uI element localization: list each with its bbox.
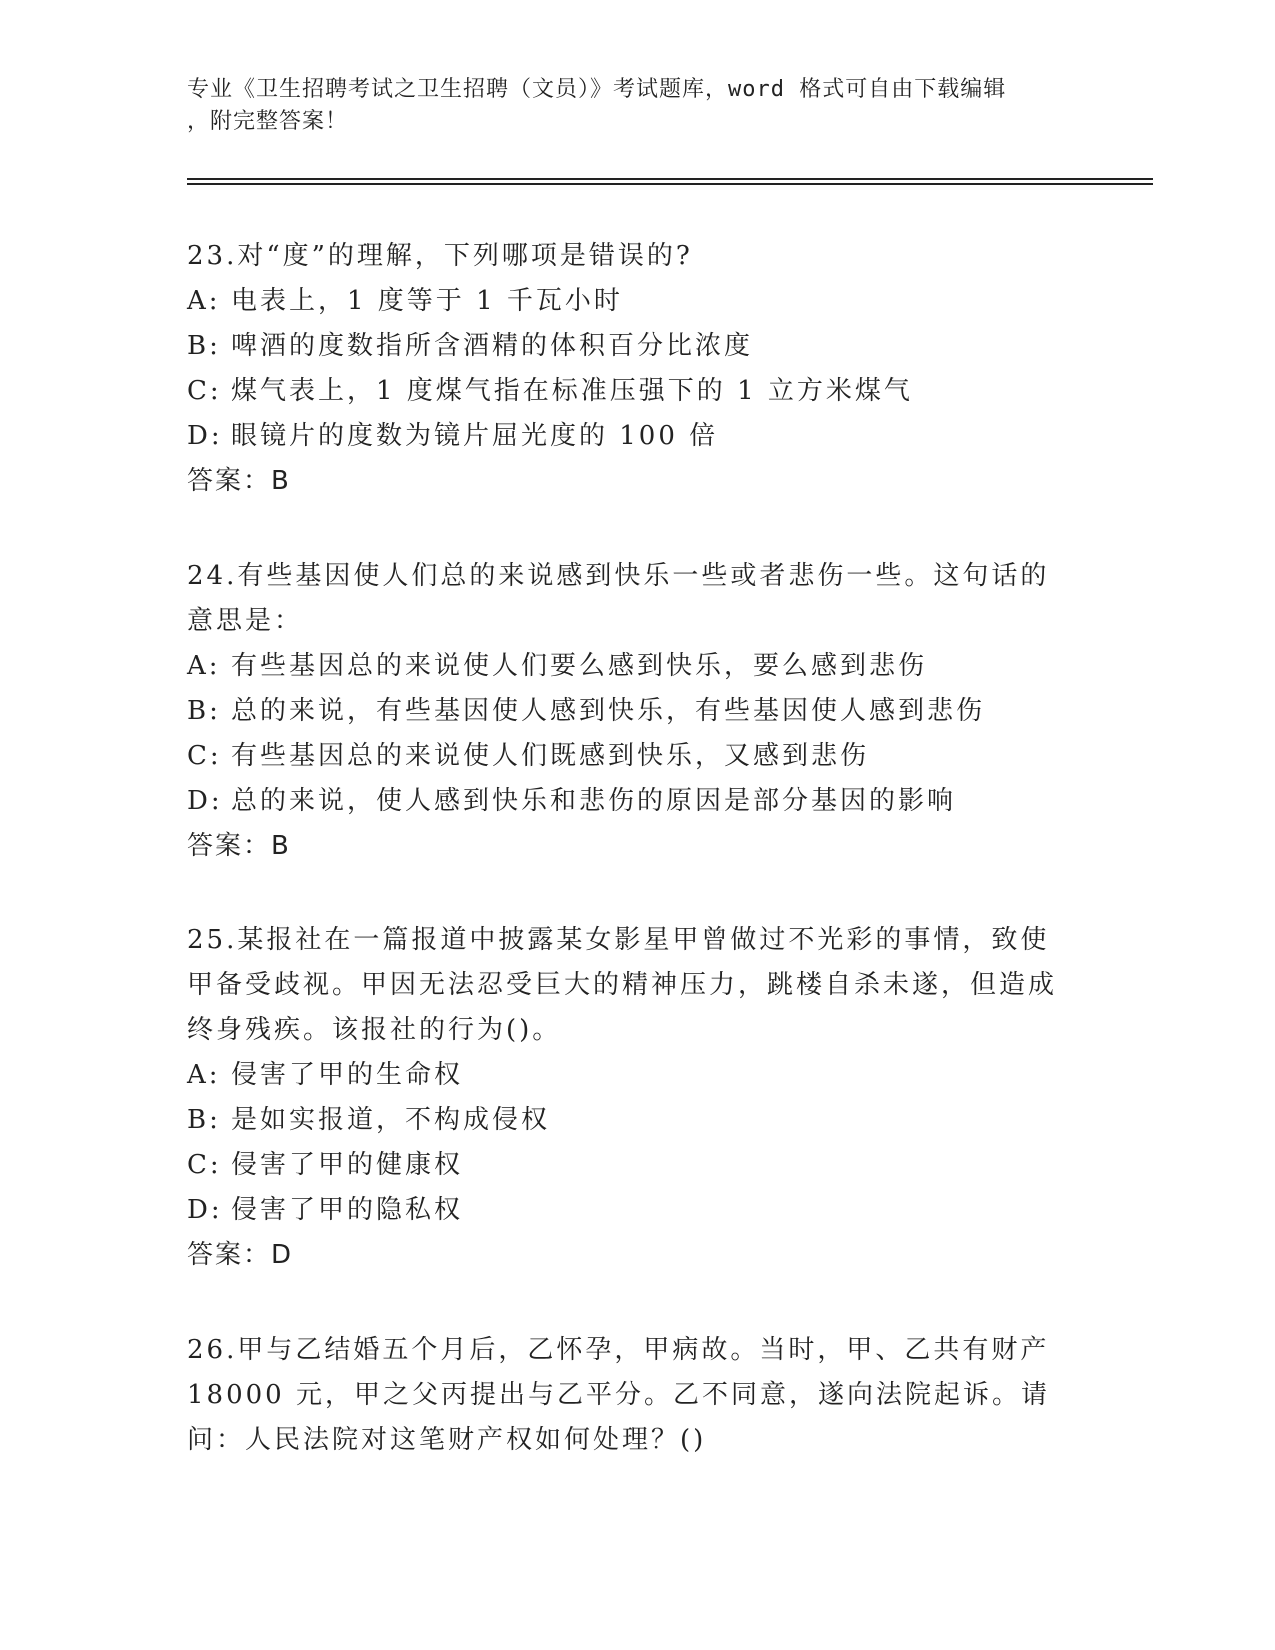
option-c [187, 734, 1067, 779]
option-text: 眼镜片的度数为镜片屈光度的 100 倍 [231, 421, 719, 451]
option-a [187, 644, 1067, 689]
option-b [187, 324, 1067, 369]
option-d [187, 779, 1067, 824]
option-text: 总的来说，有些基因使人感到快乐，有些基因使人感到悲伤 [231, 696, 986, 726]
option-b [187, 689, 1067, 734]
option-text: 啤酒的度数指所含酒精的体积百分比浓度 [231, 331, 754, 361]
answer-line: 答案：B [187, 466, 291, 496]
question-26 [187, 1328, 1067, 1463]
option-b [187, 1098, 1067, 1143]
header-line-2: ，附完整答案！ [187, 109, 349, 134]
option-letter: D: [187, 1195, 223, 1225]
answer-line: 答案：B [187, 831, 291, 861]
header-divider-top [187, 178, 1153, 180]
option-letter: D: [187, 421, 223, 451]
question-25 [187, 918, 1067, 1278]
option-text: 电表上，1 度等于 1 千瓦小时 [231, 286, 623, 316]
option-letter: B: [187, 331, 221, 361]
question-stem: 24.有些基因使人们总的来说感到快乐一些或者悲伤一些。这句话的意思是： [187, 561, 1050, 636]
option-text: 煤气表上，1 度煤气指在标准压强下的 1 立方米煤气 [231, 376, 913, 406]
option-letter: B: [187, 696, 221, 726]
option-letter: A: [187, 651, 221, 681]
option-text: 有些基因总的来说使人们要么感到快乐，要么感到悲伤 [231, 651, 928, 681]
option-text: 总的来说，使人感到快乐和悲伤的原因是部分基因的影响 [231, 786, 957, 816]
option-letter: C: [187, 376, 222, 406]
option-c [187, 1143, 1067, 1188]
option-c [187, 369, 1067, 414]
question-stem: 25.某报社在一篇报道中披露某女影星甲曾做过不光彩的事情，致使甲备受歧视。甲因无法忍受巨大的精神压力，跳楼自杀未遂，但造成终身残疾。该报社的行为()。 [187, 925, 1058, 1045]
option-letter: C: [187, 1150, 222, 1180]
option-letter: A: [187, 1060, 221, 1090]
option-text: 有些基因总的来说使人们既感到快乐，又感到悲伤 [231, 741, 870, 771]
option-text: 是如实报道，不构成侵权 [231, 1105, 551, 1135]
header-divider-bottom [187, 183, 1153, 185]
document-header [187, 74, 1067, 138]
option-text: 侵害了甲的生命权 [231, 1060, 464, 1090]
question-stem: 23.对“度”的理解，下列哪项是错误的? [187, 241, 693, 271]
option-d [187, 1188, 1067, 1233]
option-text: 侵害了甲的隐私权 [231, 1195, 464, 1225]
option-a [187, 279, 1067, 324]
option-text: 侵害了甲的健康权 [231, 1150, 464, 1180]
option-d [187, 414, 1067, 459]
question-23 [187, 234, 1067, 504]
question-stem: 26.甲与乙结婚五个月后，乙怀孕，甲病故。当时，甲、乙共有财产 18000 元，甲之父丙提出与乙平分。乙不同意，遂向法院起诉。请问：人民法院对这笔财产权如何处理？() [187, 1335, 1050, 1455]
option-letter: B: [187, 1105, 221, 1135]
option-a [187, 1053, 1067, 1098]
option-letter: C: [187, 741, 222, 771]
option-letter: D: [187, 786, 223, 816]
header-line-1: 专业《卫生招聘考试之卫生招聘（文员）》考试题库，word 格式可自由下载编辑 [187, 77, 1007, 102]
option-letter: A: [187, 286, 221, 316]
answer-line: 答案：D [187, 1240, 294, 1270]
question-24 [187, 554, 1067, 869]
